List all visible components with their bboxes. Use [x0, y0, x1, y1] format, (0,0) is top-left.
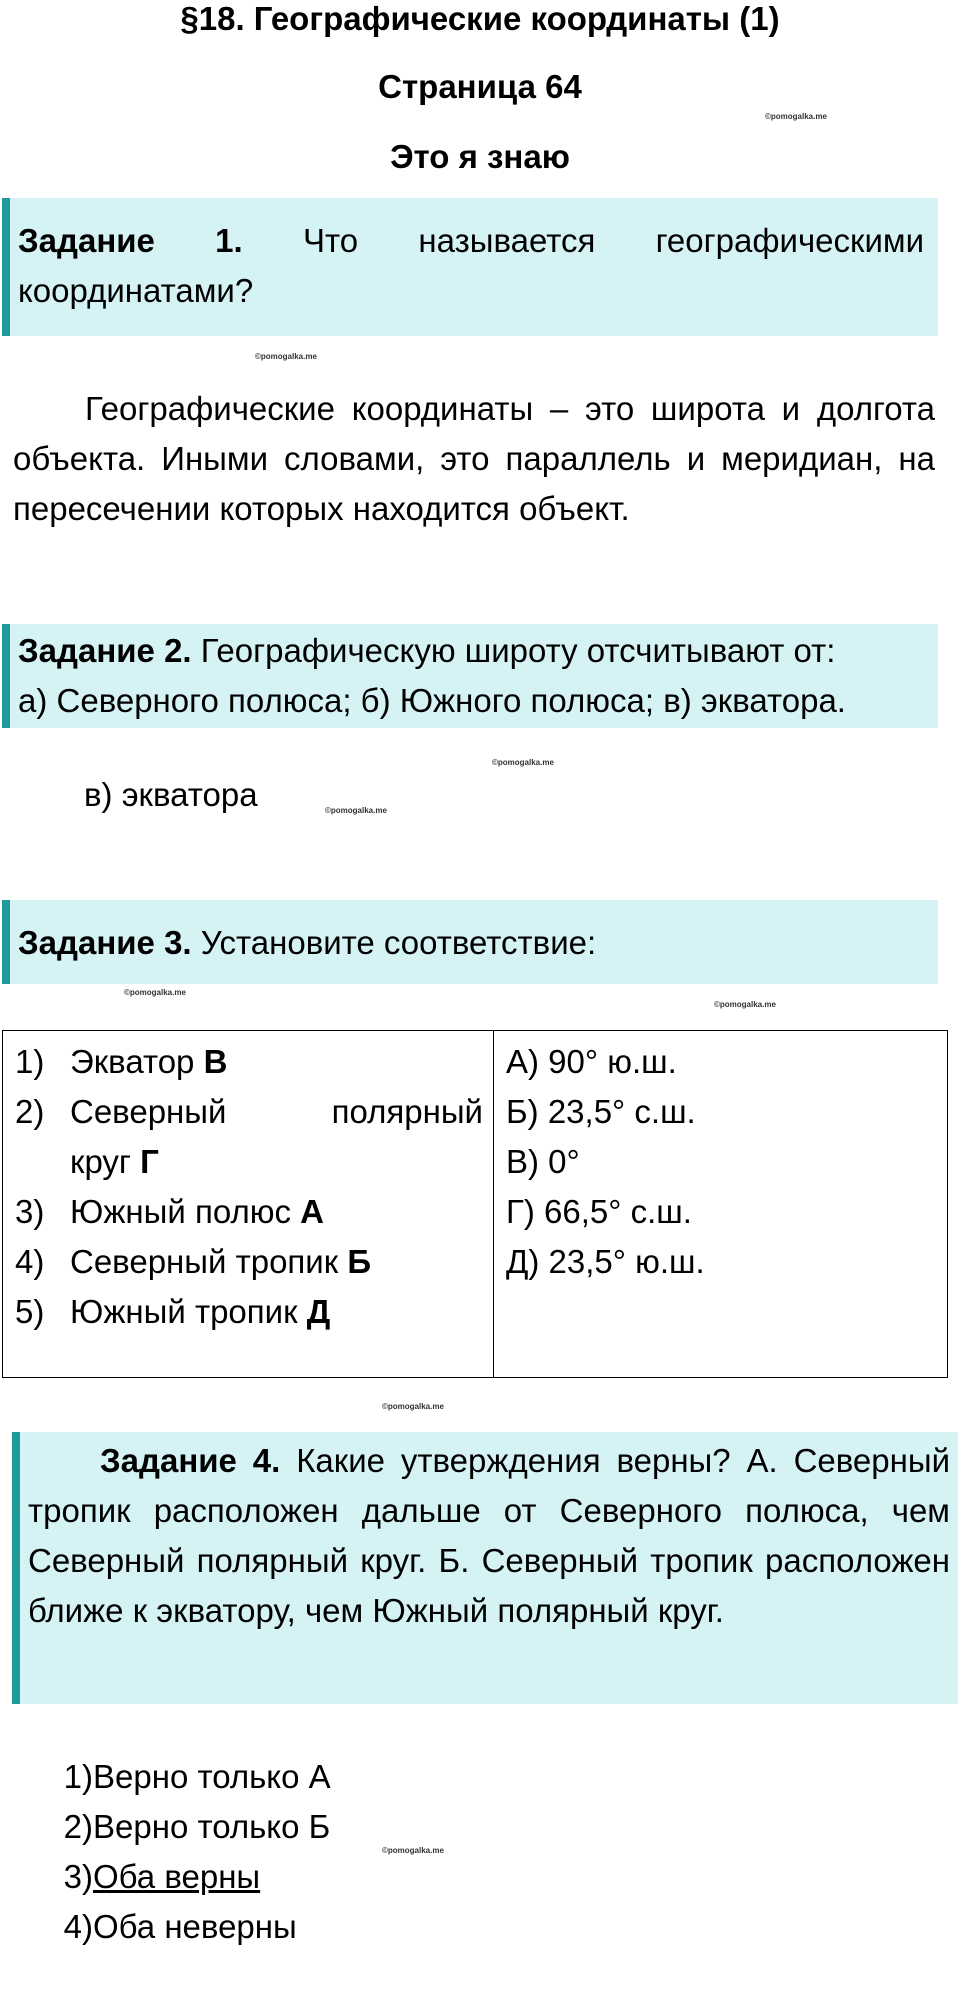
option-text-correct: Оба верны [93, 1858, 261, 1895]
match-table [2, 1030, 948, 1378]
task1-question-text: Что называется географическими координатами? [18, 222, 925, 309]
watermark: ©pomogalka.me [325, 806, 387, 815]
task4-box [12, 1432, 958, 1704]
task3-label: Задание 3. [18, 924, 192, 961]
task2-answer: в) экватора [84, 776, 258, 813]
watermark: ©pomogalka.me [382, 1846, 444, 1855]
option-number: 3) [63, 1858, 93, 1895]
match-right-item: Б) 23,5° с.ш. [506, 1093, 696, 1130]
match-right-item: Д) 23,5° ю.ш. [506, 1243, 705, 1280]
task2-box [2, 624, 938, 728]
option-item [55, 1902, 331, 1952]
task2-label: Задание 2. [18, 632, 192, 669]
task2-bar [2, 624, 10, 728]
option-number: 2) [63, 1808, 93, 1845]
item-key: Г [140, 1143, 159, 1180]
watermark: ©pomogalka.me [765, 112, 827, 121]
task1-question [18, 216, 924, 316]
task1-answer: Географические координаты – это широта и долгота объекта. Иными словами, это параллель и меридиан, на пересечении которых находится объект. [13, 390, 935, 527]
item-number: 2) [15, 1093, 45, 1130]
page-title: §18. Географические координаты (1) [180, 0, 780, 37]
watermark: ©pomogalka.me [492, 758, 554, 767]
watermark: ©pomogalka.me [255, 352, 317, 361]
match-right-column [494, 1031, 948, 1378]
match-right-item: А) 90° ю.ш. [506, 1043, 677, 1080]
item-key: Д [306, 1293, 331, 1330]
option-number: 4) [63, 1908, 93, 1945]
option-text: Оба неверны [93, 1908, 297, 1945]
option-item [55, 1752, 331, 1802]
option-text: Верно только Б [93, 1808, 331, 1845]
item-key: Б [347, 1243, 372, 1280]
match-right-item: Г) 66,5° с.ш. [506, 1193, 692, 1230]
task3-box [2, 900, 938, 984]
task4-question [28, 1436, 950, 1636]
item-number: 3) [15, 1193, 45, 1230]
task4-question-text: Какие утверждения верны? А. Северный тропик расположен дальше от Северного полюса, чем Северный полярный круг. Б. Северный тропик расположен ближе к экватору, чем Южный полярный круг. [28, 1442, 951, 1629]
item-text: полярный [331, 1093, 483, 1130]
item-text: круг [70, 1143, 131, 1180]
watermark: ©pomogalka.me [382, 1402, 444, 1411]
task3-bar [2, 900, 10, 984]
task4-options [55, 1752, 331, 1952]
match-left-item [15, 1287, 483, 1337]
option-text: Верно только А [93, 1758, 331, 1795]
watermark: ©pomogalka.me [714, 1000, 776, 1009]
item-text: Северный [70, 1093, 227, 1130]
task1-label: Задание 1. [18, 222, 243, 259]
item-text: Южный тропик [70, 1293, 298, 1330]
task3-question [18, 918, 596, 968]
match-left-item [15, 1037, 483, 1087]
task2-question-line1: Географическую широту отсчитывают от: [200, 632, 836, 669]
option-number: 1) [63, 1758, 93, 1795]
match-left-item [15, 1237, 483, 1287]
item-number: 5) [15, 1293, 45, 1330]
task3-question-text: Установите соответствие: [200, 924, 597, 961]
watermark: ©pomogalka.me [124, 988, 186, 997]
option-item [55, 1802, 331, 1852]
match-left-column [3, 1031, 494, 1378]
item-key: В [203, 1043, 228, 1080]
match-right-item: В) 0° [506, 1143, 580, 1180]
task2-question-line2: а) Северного полюса; б) Южного полюса; в) экватора. [18, 682, 846, 719]
page-number: Страница 64 [378, 68, 582, 105]
item-number: 1) [15, 1043, 45, 1080]
item-key: А [300, 1193, 324, 1230]
section-title: Это я знаю [390, 138, 570, 175]
item-number: 4) [15, 1243, 45, 1280]
item-text: Экватор [70, 1043, 195, 1080]
item-text: Северный тропик [70, 1243, 339, 1280]
item-text: Южный полюс [70, 1193, 291, 1230]
task1-box [2, 198, 938, 336]
task1-bar [2, 198, 10, 336]
task2-question [18, 626, 936, 726]
option-item-correct [55, 1852, 331, 1902]
task4-label: Задание 4. [100, 1442, 281, 1479]
match-left-item [15, 1187, 483, 1237]
task4-bar [12, 1432, 20, 1704]
match-left-item [15, 1087, 483, 1187]
